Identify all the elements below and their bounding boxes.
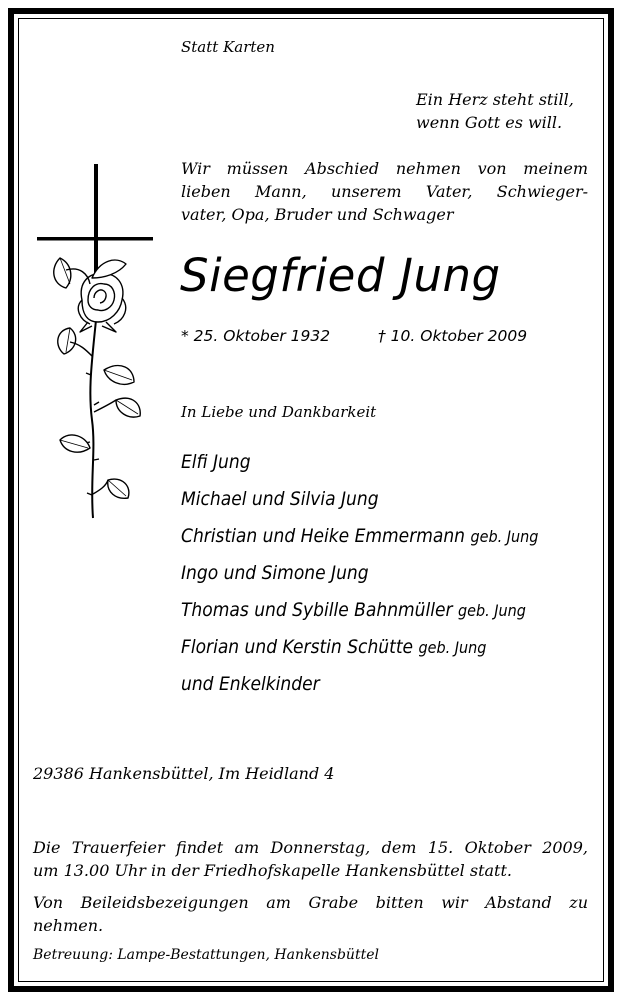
mourner-line (181, 601, 526, 620)
rose-icon (54, 258, 141, 518)
mourner-line (181, 490, 379, 509)
mourner-names: Michael und Silvia Jung (181, 488, 379, 510)
mourner-names: und Enkelkinder (181, 673, 320, 695)
intro-line: Wir müssen Abschied nehmen von meinem (181, 159, 588, 178)
funeral-info (33, 836, 588, 882)
mourner-names: Thomas und Sybille Bahnmüller (181, 599, 453, 621)
maiden-name: geb. Jung (458, 601, 526, 620)
funeral-line: Die Trauerfeier findet am Donnerstag, dem 15. Oktober 2009, (33, 838, 588, 857)
condolence-line: nehmen. (33, 916, 104, 935)
mourner-names: Christian und Heike Emmermann (181, 525, 466, 547)
motto (416, 88, 574, 134)
address: 29386 Hankensbüttel, Im Heidland 4 (33, 764, 335, 783)
maiden-name: geb. Jung (418, 638, 487, 657)
condolence-note (33, 891, 588, 937)
death-date: † 10. Oktober 2009 (378, 327, 528, 345)
funeral-line: um 13.00 Uhr in der Friedhofskapelle Hankensbüttel statt. (33, 861, 512, 880)
condolence-line: Von Beileidsbezeigungen am Grabe bitten wir Abstand zu (33, 893, 588, 912)
mourner-line (181, 638, 486, 657)
mourner-line (181, 564, 369, 583)
intro-line: lieben Mann, unserem Vater, Schwieger- (181, 182, 588, 201)
intro-line: vater, Opa, Bruder und Schwager (181, 205, 454, 224)
closing-phrase: In Liebe und Dankbarkeit (181, 403, 377, 421)
mourner-line (181, 675, 320, 694)
motto-line: Ein Herz steht still, (416, 90, 574, 109)
mourner-names: Florian und Kerstin Schütte (181, 636, 414, 658)
mourner-line (181, 527, 538, 546)
mourner-names: Ingo und Simone Jung (181, 562, 369, 584)
birth-date: * 25. Oktober 1932 (181, 327, 331, 345)
maiden-name: geb. Jung (470, 527, 539, 546)
mourner-line (181, 453, 251, 472)
intro-text (181, 157, 588, 226)
mourner-names: Elfi Jung (181, 451, 251, 473)
deceased-name: Siegfried Jung (180, 249, 501, 302)
undertaker: Betreuung: Lampe-Bestattungen, Hankensbüttel (33, 947, 379, 963)
memorial-decoration (30, 160, 155, 540)
motto-line: wenn Gott es will. (416, 113, 563, 132)
header-statt-karten: Statt Karten (181, 38, 275, 56)
